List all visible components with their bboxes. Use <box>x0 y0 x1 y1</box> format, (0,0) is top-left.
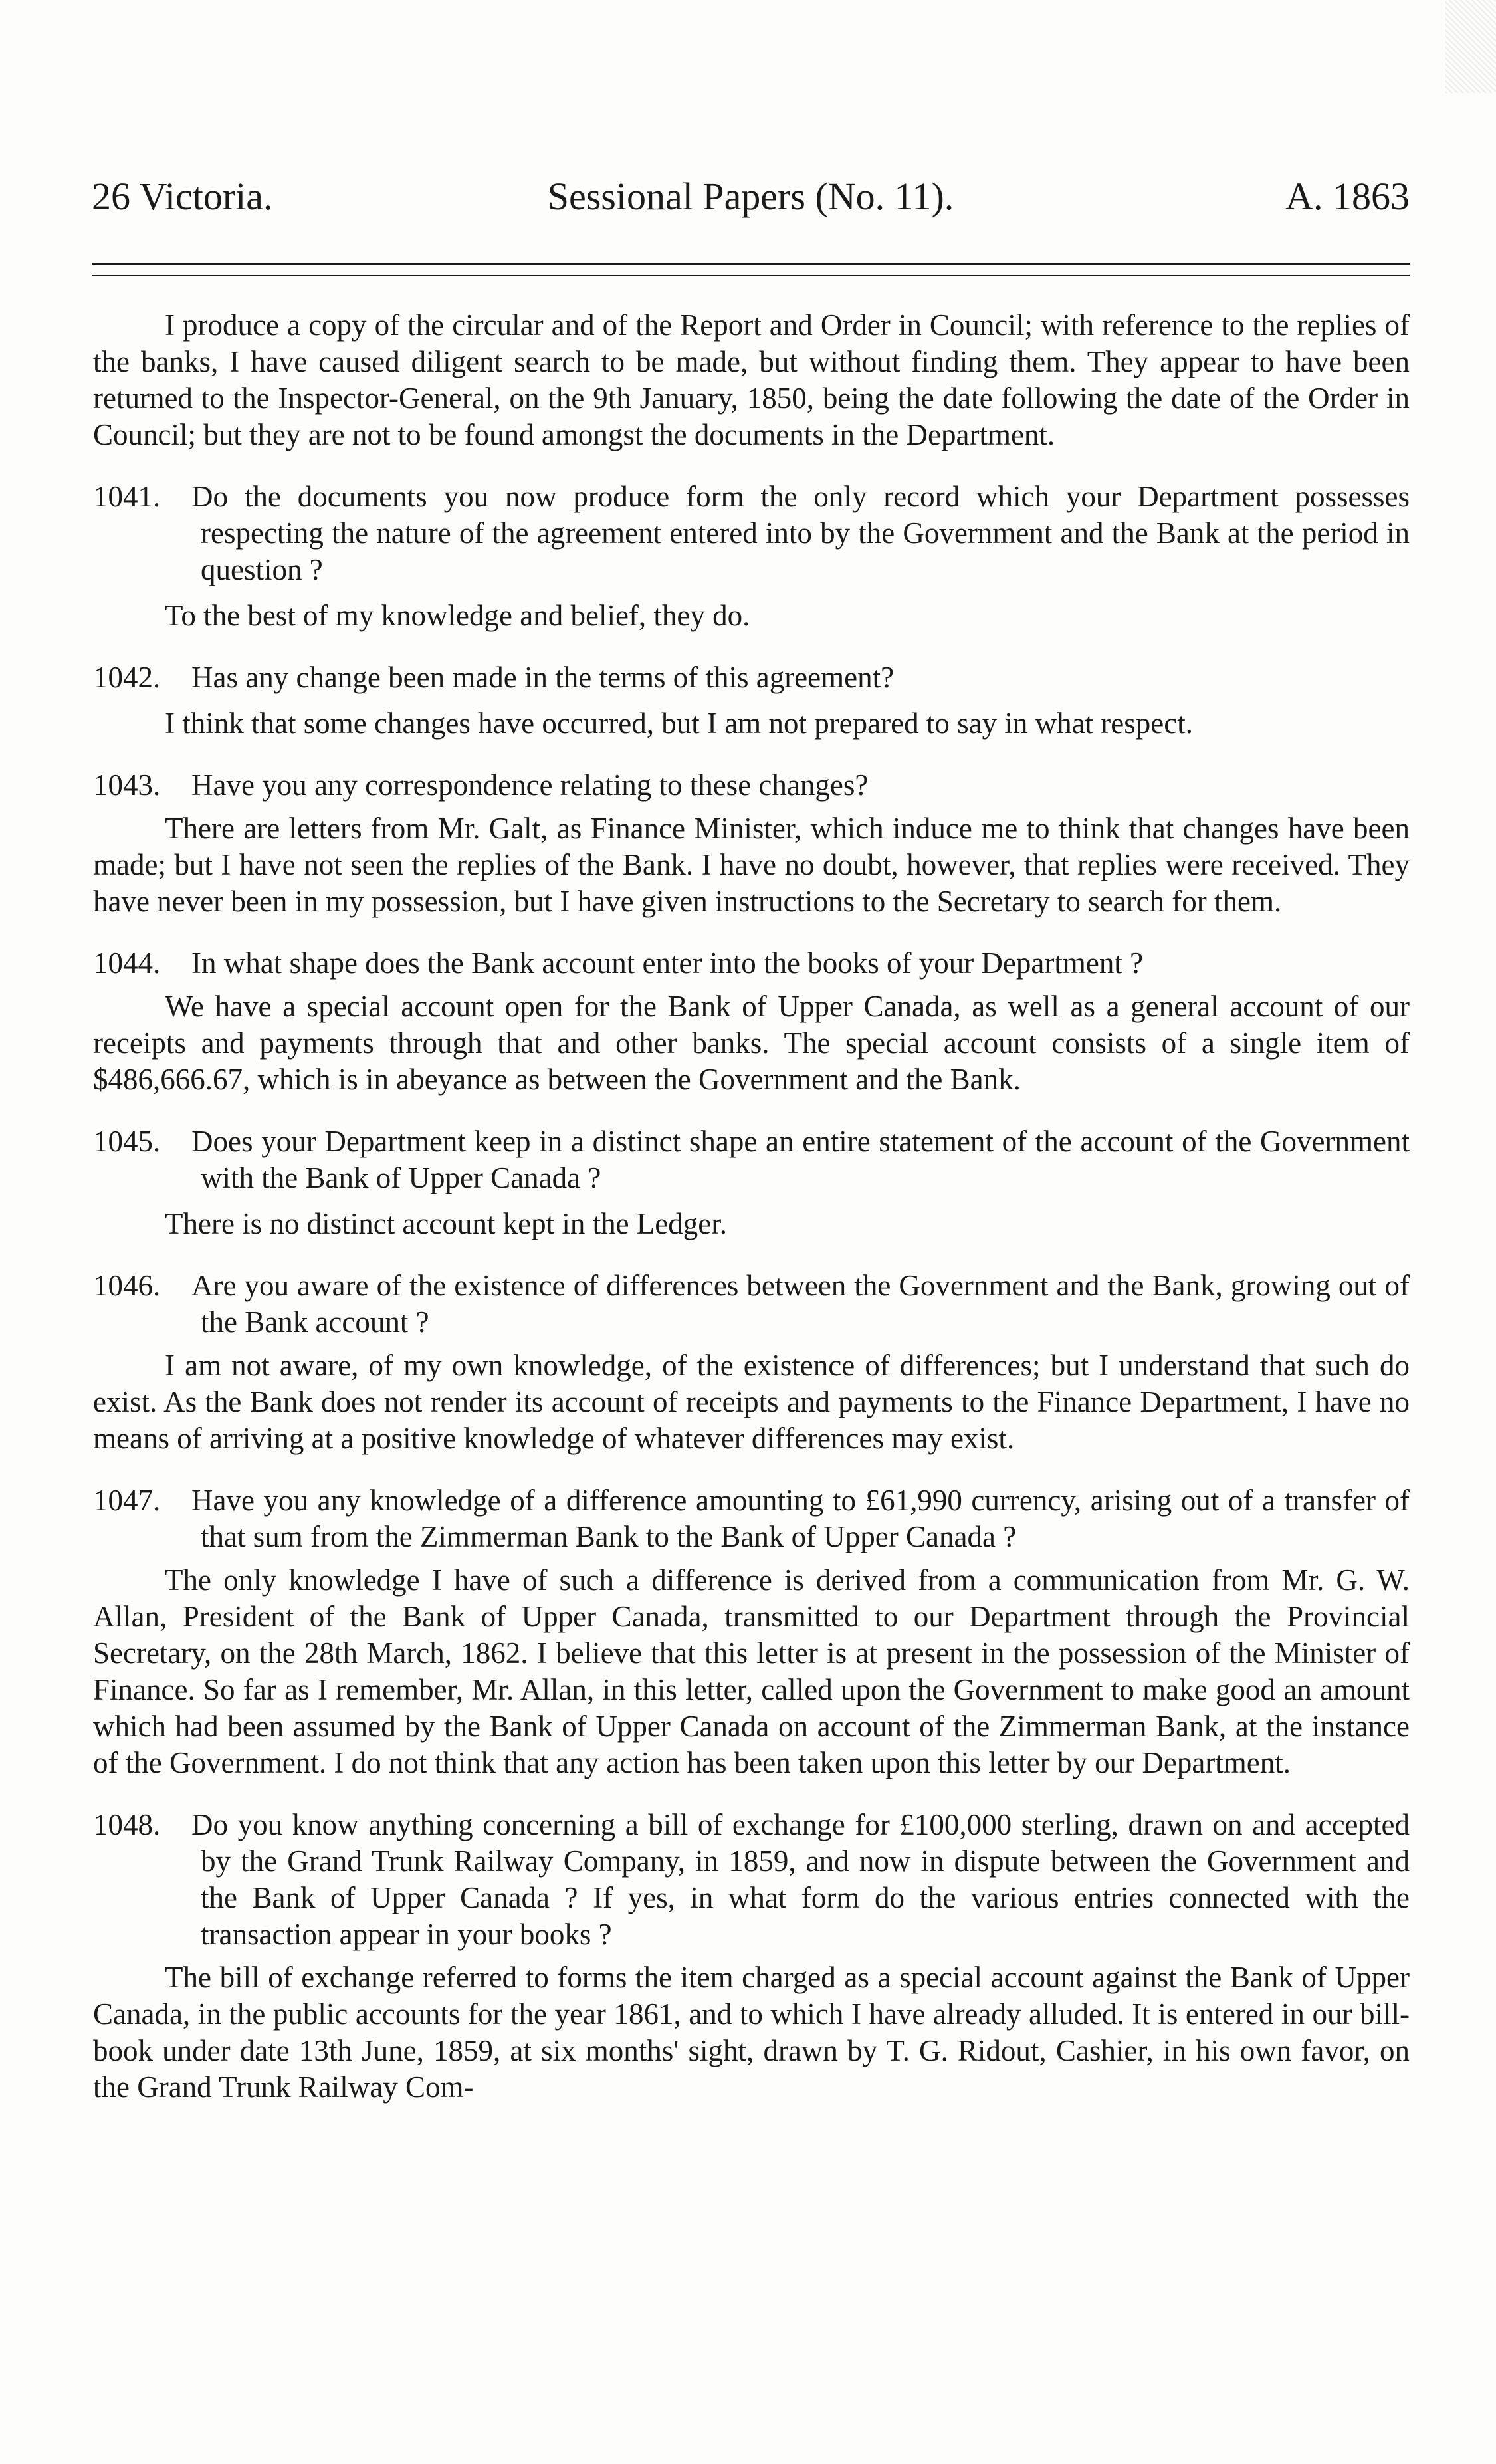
question <box>93 1807 1410 1953</box>
question-number: 1046. <box>93 1269 161 1302</box>
qa-1048 <box>93 1807 1410 2106</box>
header-double-rule <box>92 263 1410 276</box>
question-text: In what shape does the Bank account enter into the books of your Department ? <box>191 947 1144 980</box>
question-text: Have you any knowledge of a difference amounting to £61,990 currency, arising out of a transfer of that sum from the Zimmerman Bank to the Bank of Upper Canada ? <box>191 1484 1410 1553</box>
qa-1044 <box>93 945 1410 1098</box>
answer: There is no distinct account kept in the Ledger. <box>165 1207 727 1240</box>
question-number: 1045. <box>93 1125 161 1158</box>
qa-1042 <box>93 659 1410 742</box>
question <box>93 1268 1410 1341</box>
question <box>93 945 1410 982</box>
qa-1041 <box>93 479 1410 634</box>
question-number: 1043. <box>93 768 161 802</box>
qa-1043 <box>93 767 1410 920</box>
question-text: Has any change been made in the terms of this agreement? <box>191 661 895 694</box>
answer: The only knowledge I have of such a difference is derived from a communication from Mr. G. W. Allan, President of the Bank of Upper Canada, transmitted to our Department through the Provincial Secretary, on the 28th March, 1862. I believe that this letter is at present in the possession of the Minister of Finance. So far as I remember, Mr. Allan, in this letter, called upon the Government to make good an amount which had been assumed by the Bank of Upper Canada on account of the Zimmerman Bank, at the instance of the Government. I do not think that any action has been taken upon this letter by our Department. <box>93 1563 1410 1779</box>
question <box>93 767 1410 804</box>
answer: There are letters from Mr. Galt, as Finance Minister, which induce me to think that changes have been made; but I have not seen the replies of the Bank. I have no doubt, however, that replies were received. They have never been in my possession, but I have given instructions to the Secretary to search for them. <box>93 812 1410 918</box>
question-number: 1044. <box>93 947 161 980</box>
question-number: 1042. <box>93 661 161 694</box>
answer: I think that some changes have occurred, but I am not prepared to say in what respect. <box>165 707 1193 740</box>
question-text: Do the documents you now produce form the only record which your Department possesses respecting the nature of the agreement entered into by the Government and the Bank at the period in question ? <box>191 480 1410 586</box>
question-text: Have you any correspondence relating to these changes? <box>191 768 869 802</box>
question-number: 1047. <box>93 1484 161 1517</box>
question <box>93 479 1410 588</box>
header-session: 26 Victoria. <box>92 175 273 218</box>
qa-1045 <box>93 1123 1410 1242</box>
question <box>93 1123 1410 1196</box>
intro-paragraph: I produce a copy of the circular and of the Report and Order in Council; with reference to the replies of the banks, I have caused diligent search to be made, but without finding them. They appear to have been returned to the Inspector-General, on the 9th January, 1850, being the date following the date of the Order in Council; but they are not to be found amongst the documents in the Department. <box>93 308 1410 451</box>
question-text: Does your Department keep in a distinct shape an entire statement of the account of the Government with the Bank of Upper Canada ? <box>191 1125 1410 1194</box>
qa-1047 <box>93 1482 1410 1781</box>
page-edge-texture <box>1445 0 1496 93</box>
page-header <box>92 174 1410 227</box>
answer: I am not aware, of my own knowledge, of the existence of differences; but I understand that such do exist. As the Bank does not render its account of receipts and payments to the Finance Department, I have no means of arriving at a positive knowledge of whatever differences may exist. <box>93 1349 1410 1455</box>
header-year: A. 1863 <box>1285 175 1410 218</box>
header-title: Sessional Papers (No. 11). <box>547 175 954 218</box>
question-text: Do you know anything concerning a bill of exchange for £100,000 sterling, drawn on and accepted by the Grand Trunk Railway Company, in 1859, and now in dispute between the Government and the Bank of Upper Canada ? If yes, in what form do the various entries connected with the transaction appear in your books ? <box>191 1808 1410 1951</box>
question-text: Are you aware of the existence of differences between the Government and the Bank, growing out of the Bank account ? <box>191 1269 1410 1339</box>
answer: The bill of exchange referred to forms the item charged as a special account against the Bank of Upper Canada, in the public accounts for the year 1861, and to which I have already alluded. It is entered in our bill-book under date 13th June, 1859, at six months' sight, drawn by T. G. Ridout, Cashier, in his own favor, on the Grand Trunk Railway Com- <box>93 1961 1410 2104</box>
qa-1046 <box>93 1268 1410 1457</box>
question <box>93 659 1410 696</box>
question-number: 1048. <box>93 1808 161 1841</box>
answer: To the best of my knowledge and belief, they do. <box>165 599 750 632</box>
answer: We have a special account open for the Bank of Upper Canada, as well as a general account of our receipts and payments through that and other banks. The special account consists of a single item of $486,666.67, which is in abeyance as between the Government and the Bank. <box>93 990 1410 1096</box>
question <box>93 1482 1410 1555</box>
document-body <box>93 307 1410 2106</box>
question-number: 1041. <box>93 480 161 513</box>
